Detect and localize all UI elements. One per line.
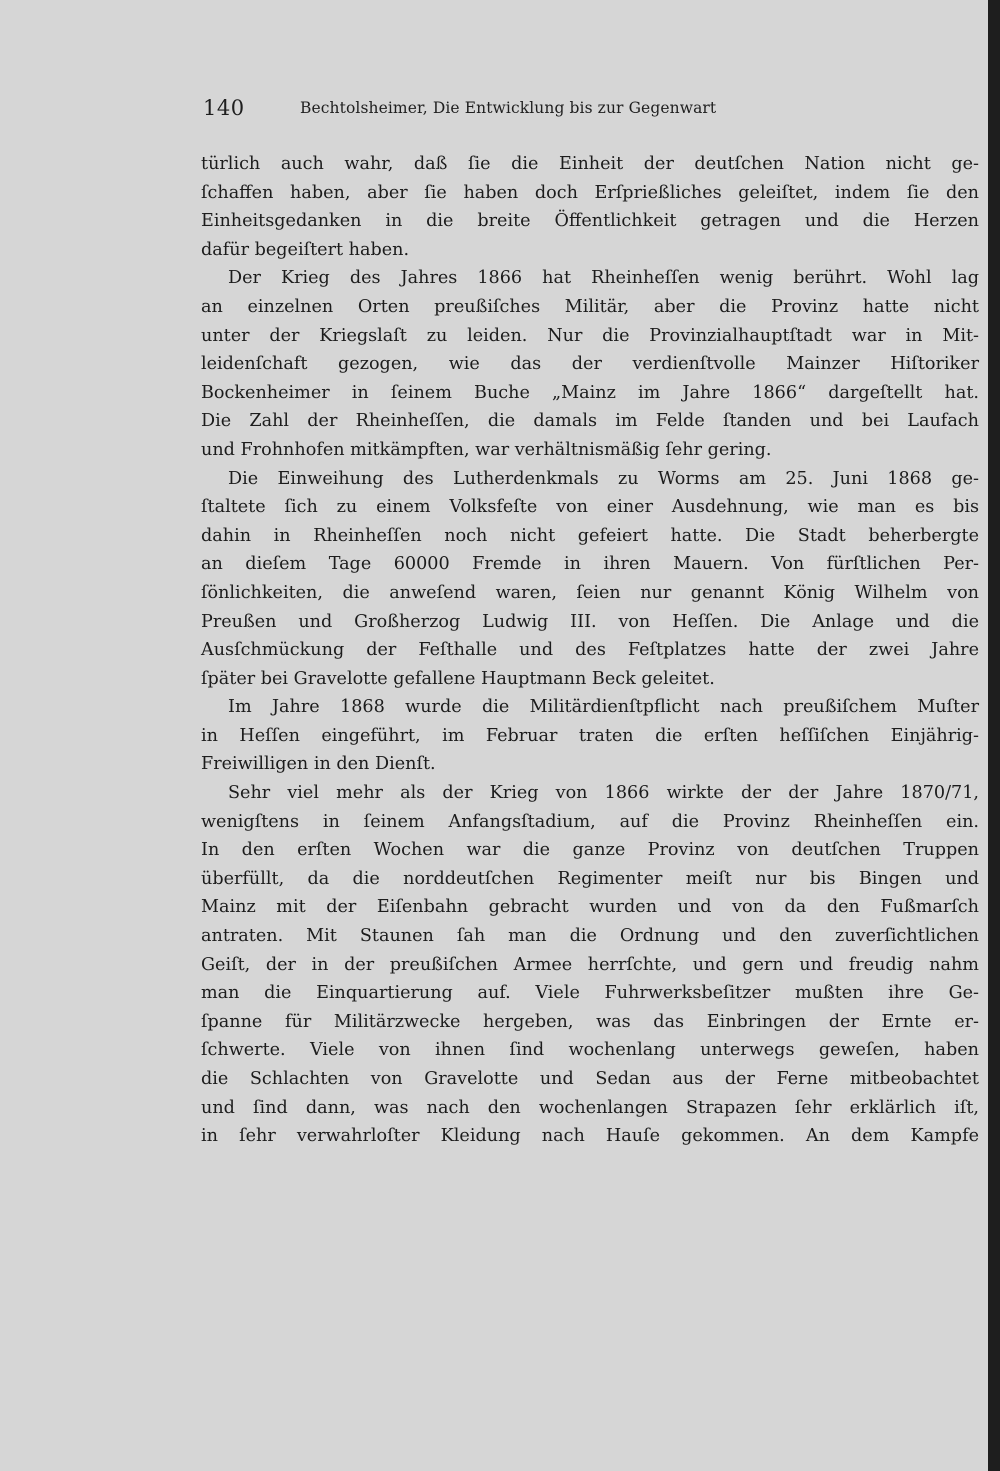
text-line: Im Jahre 1868 wurde die Militärdienſtpflicht nach preußiſchem Muſter <box>228 697 979 718</box>
text-line: man die Einquartierung auf. Viele Fuhrwerksbeſitzer mußten ihre Ge- <box>201 983 979 1004</box>
text-line: antraten. Mit Staunen ſah man die Ordnung und den zuverſichtlichen <box>201 926 979 947</box>
text-line: unter der Kriegslaſt zu leiden. Nur die Provinzialhauptſtadt war in Mit- <box>201 325 979 346</box>
text-line: ſpäter bei Gravelotte gefallene Hauptmann Beck geleitet. <box>201 668 715 689</box>
text-line: an einzelnen Orten preußiſches Militär, aber die Provinz hatte nicht <box>201 296 979 317</box>
text-line: dafür begeiſtert haben. <box>201 239 410 260</box>
running-head: Bechtolsheimer, Die Entwicklung bis zur Gegenwart <box>300 99 717 117</box>
text-line: Die Zahl der Rheinheſſen, die damals im Felde ſtanden und bei Laufach <box>201 411 979 432</box>
text-line: ſpanne für Militärzwecke hergeben, was das Einbringen der Ernte er- <box>201 1011 979 1032</box>
text-line: Mainz mit der Eiſenbahn gebracht wurden und von da den Fußmarſch <box>201 897 979 918</box>
text-line: ſönlichkeiten, die anweſend waren, ſeien nur genannt König Wilhelm von <box>201 582 979 603</box>
text-line: in Heſſen eingeführt, im Februar traten die erſten heſſiſchen Einjährig- <box>201 725 979 746</box>
text-line: Einheitsgedanken in die breite Öffentlichkeit getragen und die Herzen <box>201 211 979 232</box>
page-number: 140 <box>203 96 245 120</box>
text-line: leidenſchaft gezogen, wie das der verdienſtvolle Mainzer Hiſtoriker <box>201 354 979 375</box>
text-line: wenigſtens in ſeinem Anfangsſtadium, auf die Provinz Rheinheſſen ein. <box>201 811 979 832</box>
text-line: ſchaffen haben, aber ſie haben doch Erſprießliches geleiſtet, indem ſie den <box>201 182 979 203</box>
text-line: ſchwerte. Viele von ihnen ſind wochenlang unterwegs geweſen, haben <box>201 1040 979 1061</box>
text-line: und ſind dann, was nach den wochenlangen Strapazen ſehr erklärlich iſt, <box>201 1097 979 1118</box>
text-line: die Schlachten von Gravelotte und Sedan aus der Ferne mitbeobachtet <box>201 1069 979 1089</box>
text-line: ſtaltete ſich zu einem Volksfeſte von einer Ausdehnung, wie man es bis <box>201 497 979 518</box>
body-text <box>201 150 979 1151</box>
text-line: Die Einweihung des Lutherdenkmals zu Worms am 25. Juni 1868 ge- <box>228 468 979 489</box>
text-line: Bockenheimer in ſeinem Buche „Mainz im Jahre 1866“ dargeſtellt hat. <box>201 382 979 403</box>
text-line: Sehr viel mehr als der Krieg von 1866 wirkte der der Jahre 1870/71, <box>228 783 979 804</box>
text-line: Der Krieg des Jahres 1866 hat Rheinheſſen wenig berührt. Wohl lag <box>228 268 979 289</box>
text-line: in ſehr verwahrloſter Kleidung nach Hauſe gekommen. An dem Kampfe <box>201 1126 979 1147</box>
text-line: an dieſem Tage 60000 Fremde in ihren Mauern. Von fürſtlichen Per- <box>201 554 979 575</box>
text-line: Preußen und Großherzog Ludwig III. von Heſſen. Die Anlage und die <box>201 611 979 632</box>
text-line: und Frohnhofen mitkämpften, war verhältnismäßig ſehr gering. <box>201 439 772 460</box>
text-line: Geiſt, der in der preußiſchen Armee herrſchte, und gern und freudig nahm <box>201 954 979 975</box>
text-line: türlich auch wahr, daß ſie die Einheit der deutſchen Nation nicht ge- <box>201 154 979 174</box>
text-line: In den erſten Wochen war die ganze Provinz von deutſchen Truppen <box>201 840 979 861</box>
text-line: Freiwilligen in den Dienſt. <box>201 754 436 775</box>
page-header <box>203 96 983 126</box>
text-line: überfüllt, da die norddeutſchen Regimenter meiſt nur bis Bingen und <box>201 868 979 889</box>
text-line: Ausſchmückung der Feſthalle und des Feſtplatzes hatte der zwei Jahre <box>201 640 979 661</box>
text-line: dahin in Rheinheſſen noch nicht gefeiert hatte. Die Stadt beherbergte <box>201 525 979 546</box>
page-edge <box>988 0 1000 1471</box>
